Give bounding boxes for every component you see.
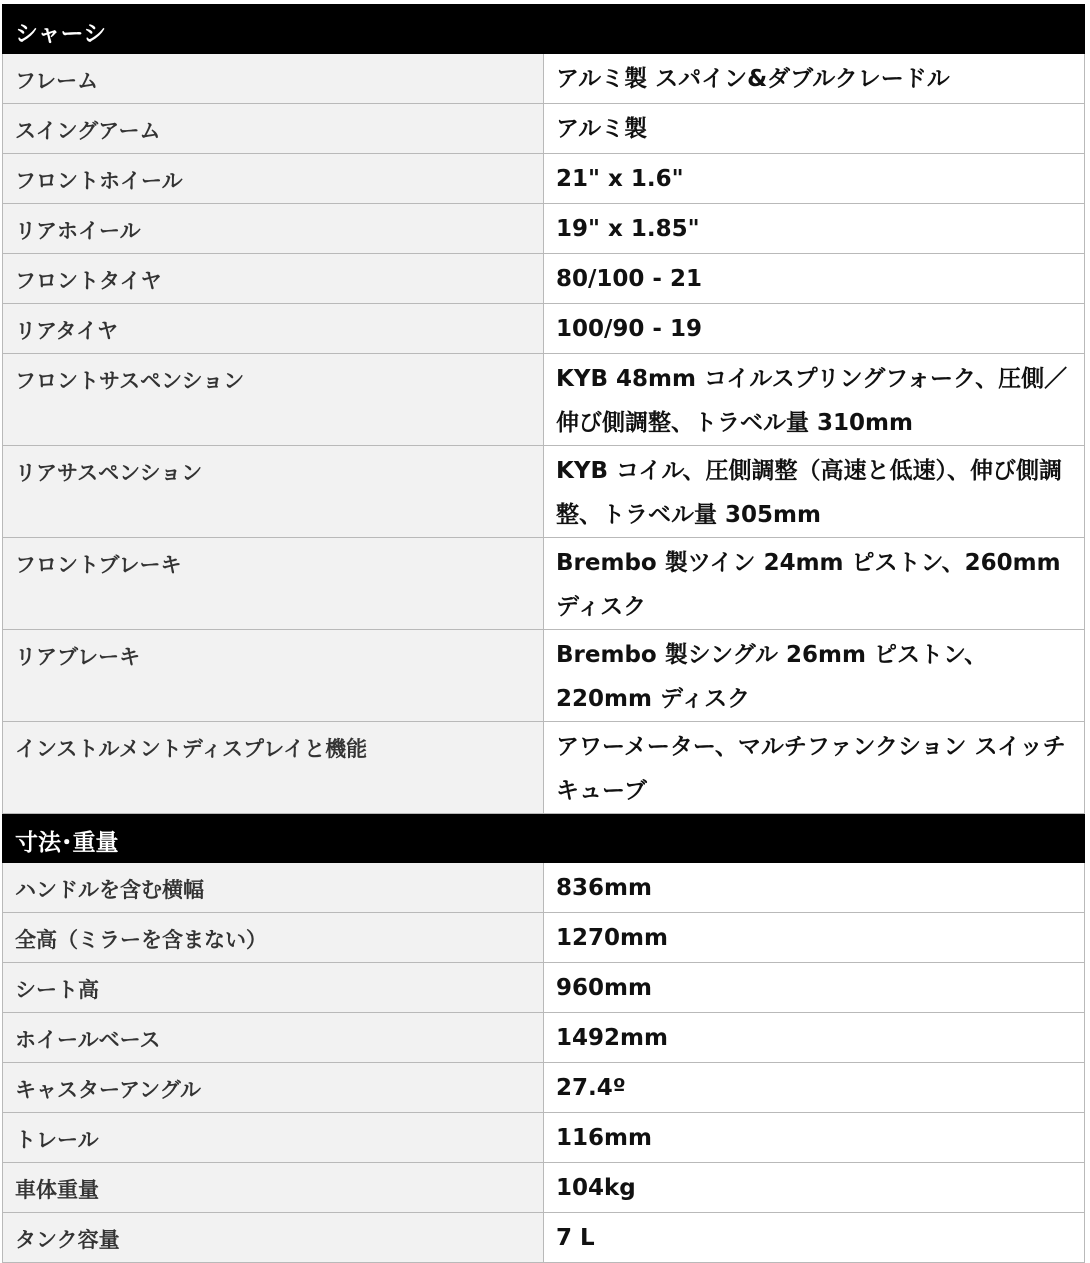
spec-value: KYB 48mm コイルスプリングフォーク、圧側／伸び側調整、トラベル量 310mm (544, 354, 1085, 446)
spec-value: 960mm (544, 963, 1085, 1013)
spec-row-swingarm (3, 104, 1085, 154)
spec-row-width (3, 863, 1085, 913)
spec-label: リアタイヤ (3, 304, 544, 354)
spec-row-rear-suspension (3, 446, 1085, 538)
spec-label: ホイールベース (3, 1013, 544, 1063)
spec-label: フロントホイール (3, 154, 544, 204)
section-title: シャーシ (3, 5, 1085, 54)
spec-row-trail (3, 1113, 1085, 1163)
spec-value: Brembo 製ツイン 24mm ピストン、260mm ディスク (544, 538, 1085, 630)
spec-value: 80/100 - 21 (544, 254, 1085, 304)
spec-value: 21" x 1.6" (544, 154, 1085, 204)
spec-label: 全高（ミラーを含まない） (3, 913, 544, 963)
spec-value: 7 L (544, 1213, 1085, 1263)
section-header-chassis (3, 5, 1085, 54)
spec-label: インストルメントディスプレイと機能 (3, 722, 544, 814)
spec-value: Brembo 製シングル 26mm ピストン、220mm ディスク (544, 630, 1085, 722)
spec-value: 19" x 1.85" (544, 204, 1085, 254)
spec-label: シート高 (3, 963, 544, 1013)
spec-label: 車体重量 (3, 1163, 544, 1213)
spec-value: 27.4º (544, 1063, 1085, 1113)
section-header-dimensions (3, 814, 1085, 863)
spec-row-rear-tire (3, 304, 1085, 354)
spec-label: トレール (3, 1113, 544, 1163)
spec-row-front-suspension (3, 354, 1085, 446)
spec-label: ハンドルを含む横幅 (3, 863, 544, 913)
spec-label: リアブレーキ (3, 630, 544, 722)
spec-row-rear-wheel (3, 204, 1085, 254)
spec-label: タンク容量 (3, 1213, 544, 1263)
spec-value: アルミ製 (544, 104, 1085, 154)
spec-label: リアホイール (3, 204, 544, 254)
spec-row-frame (3, 54, 1085, 104)
spec-label: フロントサスペンション (3, 354, 544, 446)
spec-label: フレーム (3, 54, 544, 104)
spec-label: キャスターアングル (3, 1063, 544, 1113)
section-title: 寸法･重量 (3, 814, 1085, 863)
spec-value: KYB コイル、圧側調整（高速と低速）、伸び側調整、トラベル量 305mm (544, 446, 1085, 538)
spec-table (2, 4, 1085, 1263)
spec-row-caster-angle (3, 1063, 1085, 1113)
spec-label: リアサスペンション (3, 446, 544, 538)
spec-row-front-wheel (3, 154, 1085, 204)
spec-value: 1270mm (544, 913, 1085, 963)
spec-value: 1492mm (544, 1013, 1085, 1063)
spec-value: 100/90 - 19 (544, 304, 1085, 354)
spec-row-front-brake (3, 538, 1085, 630)
spec-row-front-tire (3, 254, 1085, 304)
spec-value: アワーメーター、マルチファンクション スイッチキューブ (544, 722, 1085, 814)
spec-row-height (3, 913, 1085, 963)
spec-row-wheelbase (3, 1013, 1085, 1063)
spec-value: 836mm (544, 863, 1085, 913)
spec-row-weight (3, 1163, 1085, 1213)
spec-value: 116mm (544, 1113, 1085, 1163)
spec-label: フロントタイヤ (3, 254, 544, 304)
spec-value: 104kg (544, 1163, 1085, 1213)
spec-label: フロントブレーキ (3, 538, 544, 630)
spec-row-rear-brake (3, 630, 1085, 722)
spec-row-instrument-display (3, 722, 1085, 814)
spec-label: スイングアーム (3, 104, 544, 154)
spec-row-seat-height (3, 963, 1085, 1013)
spec-value: アルミ製 スパイン&ダブルクレードル (544, 54, 1085, 104)
spec-row-tank-capacity (3, 1213, 1085, 1263)
